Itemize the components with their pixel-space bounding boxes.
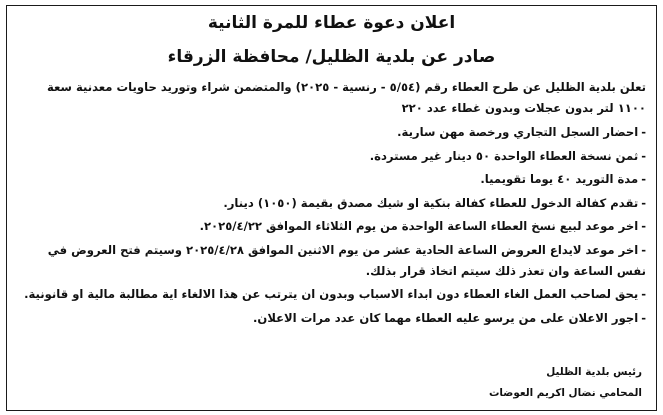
list-bullet: -: [641, 242, 646, 257]
list-item: [17, 169, 646, 190]
list-bullet: -: [641, 172, 646, 186]
list-item: [17, 284, 646, 305]
list-item: [17, 193, 646, 214]
list-item-text: اخر موعد لايداع العروض الساعة الحادية عشر من يوم الاثنين الموافق ٢٠٢٥/٤/٢٨ وسيتم فتح العروض في نفس الساعة وان تعذر ذلك سيتم اتخاذ قرار بذلك.: [47, 242, 646, 278]
list-bullet: -: [641, 125, 646, 139]
list-bullet: -: [641, 310, 646, 325]
signature-block: [489, 366, 642, 400]
list-item-text: يحق لصاحب العمل الغاء العطاء دون ابداء الاسباب وبدون ان يترتب عن هذا الالغاء اية مطالبة مالية او قانونية.: [24, 287, 639, 301]
requirements-list: [17, 122, 646, 329]
list-item: [17, 146, 646, 167]
list-item-text: تقدم كفالة الدخول للعطاء كفالة بنكية او شيك مصدق بقيمة (١٠٥٠) دينار.: [223, 195, 639, 210]
list-bullet: -: [641, 287, 646, 301]
list-bullet: -: [641, 219, 646, 233]
list-bullet: -: [641, 148, 646, 163]
list-item: [17, 122, 646, 143]
list-item: [17, 240, 646, 282]
list-item: [17, 308, 646, 329]
signatory-title: رئيس بلدية الظليل: [546, 366, 642, 378]
announcement-issuer: صادر عن بلدية الظليل/ محافظة الزرقاء: [167, 47, 496, 67]
announcement-intro: تعلن بلدية الظليل عن طرح العطاء رقم (٥/٥٤ - رنسية - ٢٠٢٥) والمتضمن شراء وتوريد حاويات معدنية سعة ١١٠٠ لتر بدون عجلات وبدون غطاء عدد ٢٢٠: [46, 80, 646, 115]
list-item: [17, 216, 646, 237]
list-item-text: اخر موعد لبيع نسخ العطاء الساعة الواحدة من يوم الثلاثاء الموافق ٢٠٢٥/٤/٢٢.: [199, 219, 639, 233]
announcement-title: اعلان دعوة عطاء للمرة الثانية: [207, 13, 456, 33]
list-item-text: اجور الاعلان على من يرسو عليه العطاء مهما كان عدد مرات الاعلان.: [253, 310, 639, 325]
list-item-text: ثمن نسخة العطاء الواحدة ٥٠ دينار غير مستردة.: [369, 148, 639, 163]
announcement-frame: [6, 5, 657, 411]
signatory-name: المحامي نضال اكريم العوضات: [488, 387, 642, 399]
announcement-body: [17, 77, 646, 329]
list-bullet: -: [641, 195, 646, 210]
list-item-text: احضار السجل التجاري ورخصة مهن سارية.: [397, 125, 639, 139]
list-item-text: مدة التوريد ٤٠ يوما تقويميا.: [480, 172, 639, 186]
